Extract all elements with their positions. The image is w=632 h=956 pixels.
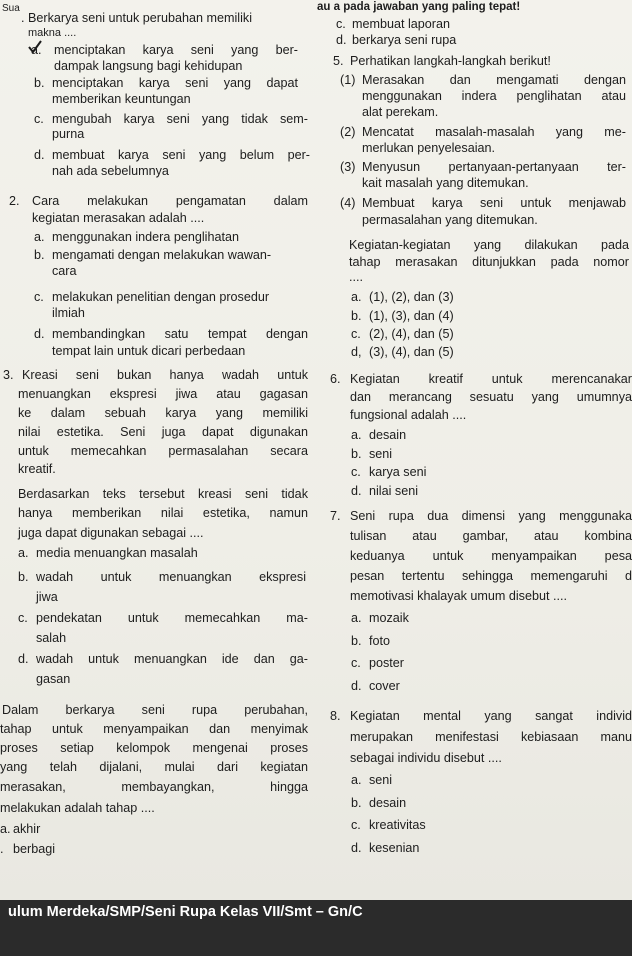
q4-text-line4: yang telah dijalani, mulai dari kegiatan xyxy=(0,760,308,774)
q6-option-d-letter: d. xyxy=(351,484,362,498)
q2-option-b-letter: b. xyxy=(34,248,45,262)
q6-option-c-text: karya seni xyxy=(369,465,427,479)
q8-stem-line1: Kegiatan mental yang sangat individ xyxy=(350,709,632,723)
instruction-text: au a pada jawaban yang paling tepat! xyxy=(317,1,521,13)
q3-question-line3: juga dapat digunakan sebagai .... xyxy=(18,526,204,540)
q4-text-line1: Dalam berkarya seni rupa perubahan, xyxy=(2,703,308,717)
q6-option-b-letter: b. xyxy=(351,447,362,461)
q3-text-line5: untuk memecahkan permasalahan secara xyxy=(18,444,308,458)
q5-item4-line2: permasalahan yang ditemukan. xyxy=(362,213,538,227)
q6-option-a-text: desain xyxy=(369,428,407,442)
q8-option-a-text: seni xyxy=(369,773,393,787)
q2-option-d-letter: d. xyxy=(34,327,45,341)
q1-option-c-line1: mengubah karya seni yang tidak sem- xyxy=(52,112,308,126)
q3-option-b-letter: b. xyxy=(18,570,29,584)
q3-option-a-letter: a. xyxy=(18,546,29,560)
q1-option-d-letter-right: d. xyxy=(336,33,347,47)
q8-stem-line2: merupakan menifestasi kebiasaan manu xyxy=(350,730,632,744)
q4-text-line2: tahap untuk menyampaikan dan menyimak xyxy=(0,722,308,736)
q2-option-b-line2: cara xyxy=(52,264,77,278)
q1-stem-line2: makna .... xyxy=(28,27,77,39)
q3-option-d-letter: d. xyxy=(18,652,29,666)
q6-option-b-text: seni xyxy=(369,447,393,461)
q3-option-d-line1: wadah untuk menuangkan ide dan ga- xyxy=(36,652,308,666)
q3-option-c-letter: c. xyxy=(18,611,28,625)
q6-stem-line1: Kegiatan kreatif untuk merencanakar xyxy=(350,372,632,386)
q7-option-d-letter: d. xyxy=(351,679,362,693)
q1-option-d-line1: membuat karya seni yang belum per- xyxy=(52,148,310,162)
q3-question-line1: Berdasarkan teks tersebut kreasi seni tidak xyxy=(18,487,308,501)
q6-number: 6. xyxy=(330,372,341,386)
q7-option-b-text: foto xyxy=(369,634,391,648)
q3-option-c-line1: pendekatan untuk memecahkan ma- xyxy=(36,611,308,625)
q3-text-line4: nilai estetika. Seni juga dapat digunakan xyxy=(18,425,308,439)
q7-option-c-letter: c. xyxy=(351,656,361,670)
q7-stem-line4: pesan tertentu sehingga memengaruhi d xyxy=(350,569,632,583)
q1-number: . xyxy=(21,11,25,25)
q2-option-c-letter: c. xyxy=(34,290,44,304)
q1-option-c-letter: c. xyxy=(34,112,44,126)
q3-text-line1: Kreasi seni bukan hanya wadah untuk xyxy=(22,368,308,382)
q5-item4-line1: Membuat karya seni untuk menjawab xyxy=(362,196,626,210)
q7-stem-line3: keduanya untuk menyampaikan pesa xyxy=(350,549,632,563)
q3-option-a-line1: media menuangkan masalah xyxy=(36,546,198,560)
q5-option-c-text: (2), (4), dan (5) xyxy=(369,327,454,341)
q5-item4-num: (4) xyxy=(340,196,356,210)
q2-option-b-line1: mengamati dengan melakukan wawan- xyxy=(52,248,272,262)
q5-option-c-letter: c. xyxy=(351,327,361,341)
q4-text-line3: proses setiap kelompok mengenai proses xyxy=(0,741,308,755)
q1-option-c-letter-right: c. xyxy=(336,17,346,31)
q5-option-a-text: (1), (2), dan (3) xyxy=(369,290,454,304)
q3-text-line3: ke dalam sebuah karya yang memiliki xyxy=(18,406,308,420)
q2-stem-line1: Cara melakukan pengamatan dalam xyxy=(32,194,308,208)
q1-option-a-letter: a. xyxy=(31,43,42,57)
q8-option-b-text: desain xyxy=(369,796,407,810)
q5-item2-num: (2) xyxy=(340,125,356,139)
q8-stem-line3: sebagai individu disebut .... xyxy=(350,751,502,765)
q3-option-b-line1: wadah untuk menuangkan ekspresi xyxy=(36,570,306,584)
q3-option-b-line2: jiwa xyxy=(36,590,58,604)
q1-option-c-text-right: membuat laporan xyxy=(352,17,451,31)
q7-stem-line2: tulisan atau gambar, atau kombina xyxy=(350,529,632,543)
q7-stem-line5: memotivasi khalayak umum disebut .... xyxy=(350,589,567,603)
q2-option-a-line1: menggunakan indera penglihatan xyxy=(52,230,239,244)
q4-text-line6: melakukan adalah tahap .... xyxy=(0,801,155,815)
q1-option-b-line1: menciptakan karya seni yang dapat xyxy=(52,76,298,90)
q6-option-a-letter: a. xyxy=(351,428,362,442)
q4-text-line5: merasakan, membayangkan, hingga xyxy=(0,780,308,794)
q2-option-c-line2: ilmiah xyxy=(52,306,85,320)
q5-item3-line2: kait masalah yang ditemukan. xyxy=(362,176,529,190)
q3-text-line6: kreatif. xyxy=(18,462,56,476)
q7-option-a-letter: a. xyxy=(351,611,362,625)
q1-option-d-line2: nah ada sebelumnya xyxy=(52,164,169,178)
q8-option-d-text: kesenian xyxy=(369,841,420,855)
q8-option-d-letter: d. xyxy=(351,841,362,855)
q2-option-a-letter: a. xyxy=(34,230,45,244)
q5-item1-num: (1) xyxy=(340,73,356,87)
q1-option-a-line1: menciptakan karya seni yang ber- xyxy=(54,43,298,57)
q5-item2-line1: Mencatat masalah-masalah yang me- xyxy=(362,125,626,139)
q5-after-line3: .... xyxy=(349,270,363,284)
q2-option-d-line1: membandingkan satu tempat dengan xyxy=(52,327,308,341)
q8-option-c-text: kreativitas xyxy=(369,818,426,832)
q1-option-c-line2: purna xyxy=(52,127,85,141)
q1-option-d-text-right: berkarya seni rupa xyxy=(352,33,457,47)
q5-option-b-letter: b. xyxy=(351,309,362,323)
q5-item1-line2: menggunakan indera penglihatan atau xyxy=(362,89,626,103)
q1-option-b-letter: b. xyxy=(34,76,45,90)
header-prefix: Sua xyxy=(2,3,20,14)
q6-option-d-text: nilai seni xyxy=(369,484,419,498)
q1-option-a-line2: dampak langsung bagi kehidupan xyxy=(54,59,243,73)
footer-text: ulum Merdeka/SMP/Seni Rupa Kelas VII/Smt – Gn/C xyxy=(8,904,363,920)
q3-option-d-line2: gasan xyxy=(36,672,71,686)
q3-text-line2: menuangkan ekspresi jiwa atau gagasan xyxy=(18,387,308,401)
q5-option-a-letter: a. xyxy=(351,290,362,304)
q5-option-d-text: (3), (4), dan (5) xyxy=(369,345,454,359)
q5-option-d-letter: d, xyxy=(351,345,362,359)
q5-after-line1: Kegiatan-kegiatan yang dilakukan pada xyxy=(349,238,629,252)
q6-stem-line3: fungsional adalah .... xyxy=(350,408,467,422)
q5-number: 5. xyxy=(333,54,344,68)
q5-after-line2: tahap merasakan ditunjukkan pada nomor xyxy=(349,255,629,269)
q8-option-a-letter: a. xyxy=(351,773,362,787)
q8-number: 8. xyxy=(330,709,341,723)
q6-stem-line2: dan merancang sesuatu yang umumnya xyxy=(350,390,632,404)
q4-option-b-letter: . xyxy=(0,842,4,856)
q2-option-c-line1: melakukan penelitian dengan prosedur xyxy=(52,290,270,304)
q8-option-b-letter: b. xyxy=(351,796,362,810)
q5-stem: Perhatikan langkah-langkah berikut! xyxy=(350,54,551,68)
q7-stem-line1: Seni rupa dua dimensi yang menggunaka xyxy=(350,509,632,523)
q4-option-b-line1: berbagi xyxy=(13,842,56,856)
q7-option-d-text: cover xyxy=(369,679,400,693)
q7-number: 7. xyxy=(330,509,341,523)
q6-option-c-letter: c. xyxy=(351,465,361,479)
q7-option-a-text: mozaik xyxy=(369,611,409,625)
q7-option-c-text: poster xyxy=(369,656,405,670)
q5-item1-line3: alat perekam. xyxy=(362,105,439,119)
q5-item2-line2: merlukan penyelesaian. xyxy=(362,141,496,155)
q7-option-b-letter: b. xyxy=(351,634,362,648)
q1-option-b-line2: memberikan keuntungan xyxy=(52,92,191,106)
q2-stem-line2: kegiatan merasakan adalah .... xyxy=(32,211,205,225)
q3-number: 3. xyxy=(3,368,14,382)
q5-item1-line1: Merasakan dan mengamati dengan xyxy=(362,73,626,87)
q1-option-d-letter: d. xyxy=(34,148,45,162)
q2-option-d-line2: tempat lain untuk dicari perbedaan xyxy=(52,344,246,358)
q2-number: 2. xyxy=(9,194,20,208)
q5-item3-line1: Menyusun pertanyaan-pertanyaan ter- xyxy=(362,160,626,174)
q4-option-a-line1: akhir xyxy=(13,822,41,836)
q4-option-a-letter: a. xyxy=(0,822,11,836)
q8-option-c-letter: c. xyxy=(351,818,361,832)
q1-stem-line1: Berkarya seni untuk perubahan memiliki xyxy=(28,11,253,25)
q3-option-c-line2: salah xyxy=(36,631,67,645)
q3-question-line2: hanya memberikan nilai estetika, namun xyxy=(18,506,308,520)
q5-option-b-text: (1), (3), dan (4) xyxy=(369,309,454,323)
q5-item3-num: (3) xyxy=(340,160,356,174)
